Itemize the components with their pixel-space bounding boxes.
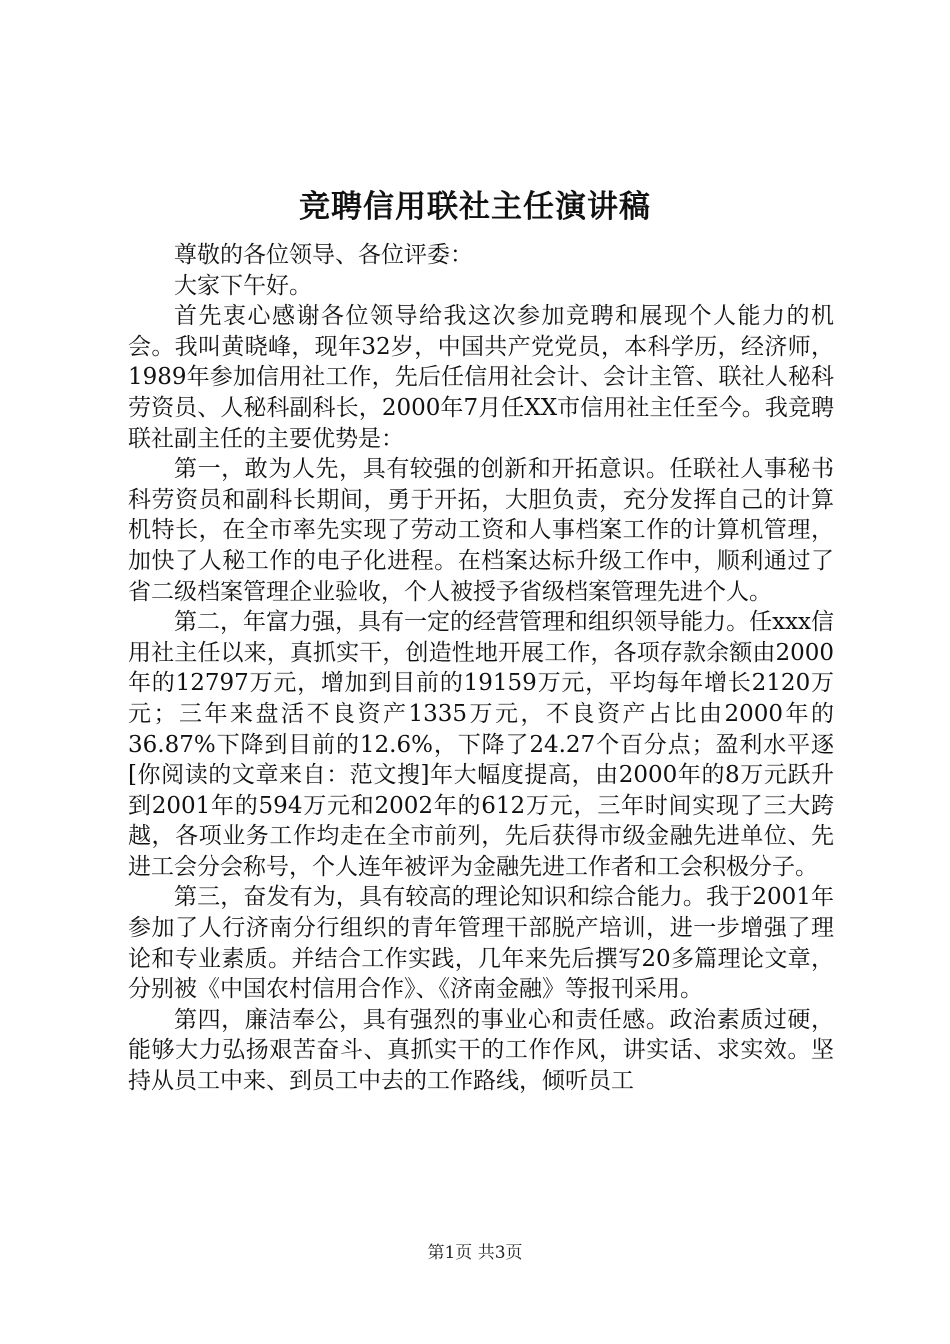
- document-title: 竞聘信用联社主任演讲稿: [299, 189, 651, 225]
- salutation: 尊敬的各位领导、各位评委：: [174, 242, 473, 268]
- paragraph-second-advantage: 第二，年富力强，具有一定的经营管理和组织领导能力。任xxx信用社主任以来，真抓实干，创造性地开展工作，各项存款余额由2000年的12797万元，增加到目前的19159万元，平均每年增长2120万元；三年来盘活不良资产1335万元，不良资产占比由2000年的36.87%下降到目前的12.6%，下降了24.27个百分点；盈利水平逐[你阅读的文章来自：范文搜]年大幅度提高，由2000年的8万元跃升到2001年的594万元和2002年的612万元，三年时间实现了三大跨越，各项业务工作均走在全市前列，先后获得市级金融先进单位、先进工会分会称号，个人连年被评为金融先进工作者和工会积极分子。: [128, 609, 834, 880]
- paragraph-intro: 首先衷心感谢各位领导给我这次参加竞聘和展现个人能力的机会。我叫黄晓峰，现年32岁，中国共产党党员，本科学历，经济师，1989年参加信用社工作，先后任信用社会计、会计主管、联社人秘科劳资员、人秘科副科长，2000年7月任XX市信用社主任至今。我竞聘联社副主任的主要优势是：: [128, 303, 834, 452]
- document-body: [128, 240, 834, 1097]
- paragraph-fourth-advantage: 第四，廉洁奉公，具有强烈的事业心和责任感。政治素质过硬，能够大力弘扬艰苦奋斗、真抓实干的工作作风，讲实话、求实效。坚持从员工中来、到员工中去的工作路线，倾听员工: [128, 1006, 834, 1095]
- paragraph-first-advantage: 第一，敢为人先，具有较强的创新和开拓意识。任联社人事秘书科劳资员和副科长期间，勇于开拓，大胆负责，充分发挥自己的计算机特长，在全市率先实现了劳动工资和人事档案工作的计算机管理，加快了人秘工作的电子化进程。在档案达标升级工作中，顺利通过了省二级档案管理企业验收，个人被授予省级档案管理先进个人。: [128, 456, 834, 605]
- page-number-footer: 第1页 共3页: [427, 1243, 523, 1263]
- greeting: 大家下午好。: [174, 272, 312, 299]
- paragraph-third-advantage: 第三，奋发有为，具有较高的理论知识和综合能力。我于2001年参加了人行济南分行组织的青年管理干部脱产培训，进一步增强了理论和专业素质。并结合工作实践，几年来先后撰写20多篇理论文章，分别被《中国农村信用合作》、《济南金融》等报刊采用。: [128, 884, 834, 1003]
